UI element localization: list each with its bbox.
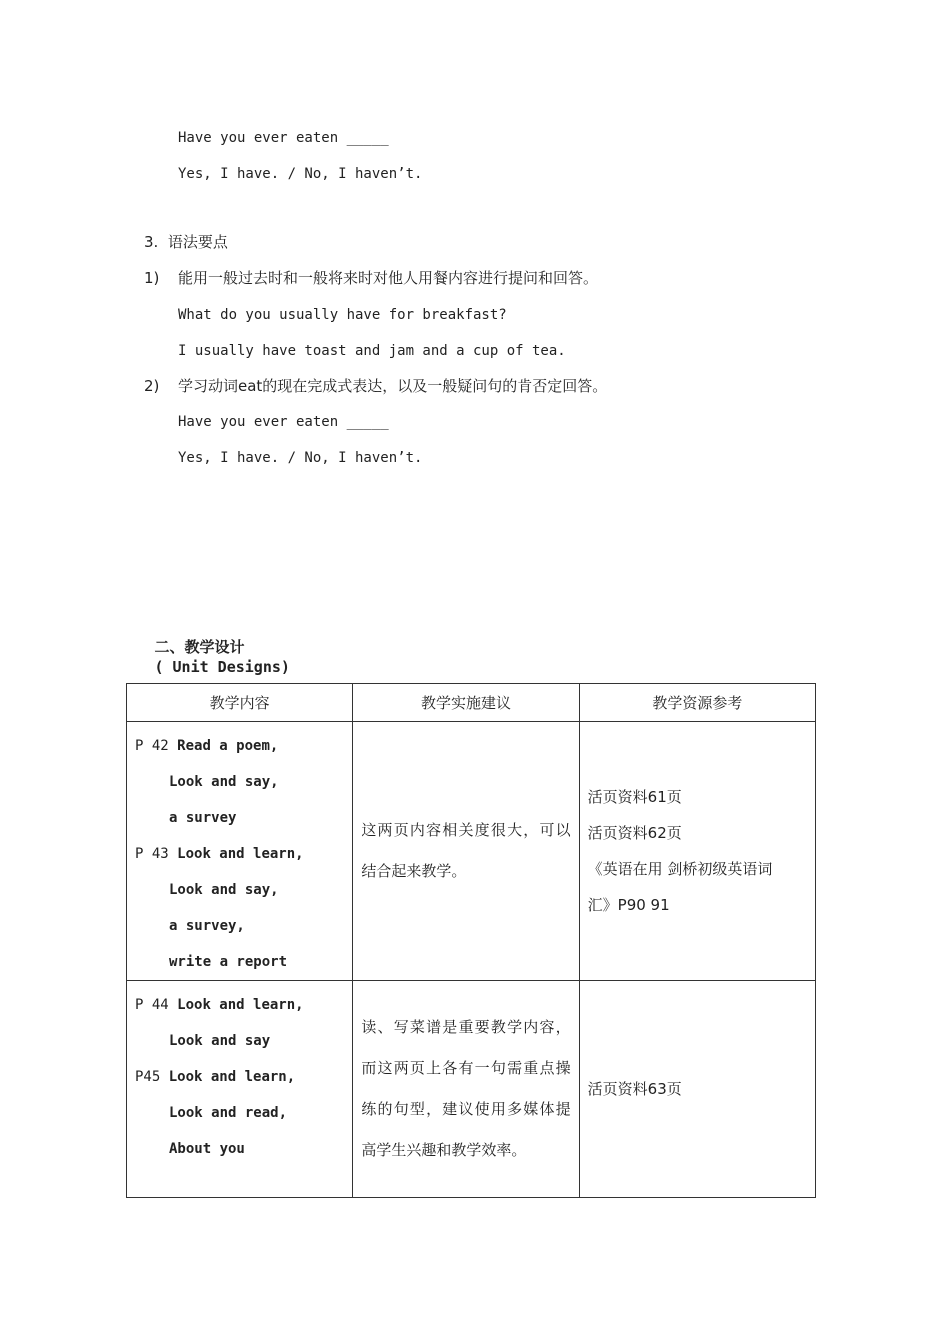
content-line: Look and say (169, 1033, 271, 1049)
content-line: Look and say, (169, 882, 279, 898)
header-resources: 教学资源参考 (579, 684, 815, 722)
section-heading (144, 617, 290, 677)
intro-line-2: Yes, I have. / No, I haven’t. (178, 166, 423, 182)
content-line: P 44 Look and learn, (135, 997, 304, 1013)
table-row (127, 981, 816, 1198)
resource-item: 汇》P90 91 (587, 896, 670, 914)
grammar-point-1-label: 1) (144, 269, 160, 287)
resource-item: 活页资料62页 (587, 824, 682, 842)
grammar-point-2-example-1: Have you ever eaten _____ (178, 414, 389, 430)
content-line: P 42 Read a poem, (135, 738, 279, 754)
content-line: a survey, (169, 918, 245, 934)
grammar-heading: 3. 语法要点 (144, 233, 228, 251)
content-line: Look and read, (169, 1105, 288, 1121)
content-line: write a report (169, 954, 288, 970)
grammar-point-2-text: 学习动词eat的现在完成式表达，以及一般疑问句的肯否定回答。 (178, 377, 608, 395)
section-heading-cn: 二、教学设计 (154, 638, 245, 656)
grammar-point-1-example-2: I usually have toast and jam and a cup of tea. (178, 343, 566, 359)
content-cell (127, 981, 353, 1198)
header-content: 教学内容 (127, 684, 353, 722)
suggestion-cell: 读、写菜谱是重要教学内容， 而这两页上各有一句需重点操练的句型，建议使用多媒体提高学生兴趣和教学效率。 (353, 981, 579, 1198)
content-line: P 43 Look and learn, (135, 846, 304, 862)
resources-cell (579, 722, 815, 981)
content-line: a survey (169, 810, 237, 826)
content-line: P45 Look and learn, (135, 1069, 296, 1085)
design-table (126, 683, 816, 1198)
table-header-row (127, 684, 816, 722)
resource-item: 活页资料61页 (587, 788, 682, 806)
resource-item: 《英语在用 剑桥初级英语词 (587, 860, 773, 878)
suggestion-cell: 这两页内容相关度很大，可以结合起来教学。 (353, 722, 579, 981)
content-line: Look and say, (169, 774, 279, 790)
intro-line-1: Have you ever eaten _____ (178, 130, 389, 146)
grammar-point-1-example-1: What do you usually have for breakfast? (178, 307, 507, 323)
content-cell (127, 722, 353, 981)
table-row (127, 722, 816, 981)
grammar-point-1-text: 能用一般过去时和一般将来时对他人用餐内容进行提问和回答。 (178, 269, 599, 287)
section-heading-en: ( Unit Designs) (154, 658, 290, 676)
content-line: About you (169, 1141, 245, 1157)
resources-cell (579, 981, 815, 1198)
resource-item: 活页资料63页 (587, 1080, 682, 1098)
header-suggestion: 教学实施建议 (353, 684, 579, 722)
grammar-point-2-example-2: Yes, I have. / No, I haven’t. (178, 450, 423, 466)
grammar-point-2-label: 2) (144, 377, 160, 395)
